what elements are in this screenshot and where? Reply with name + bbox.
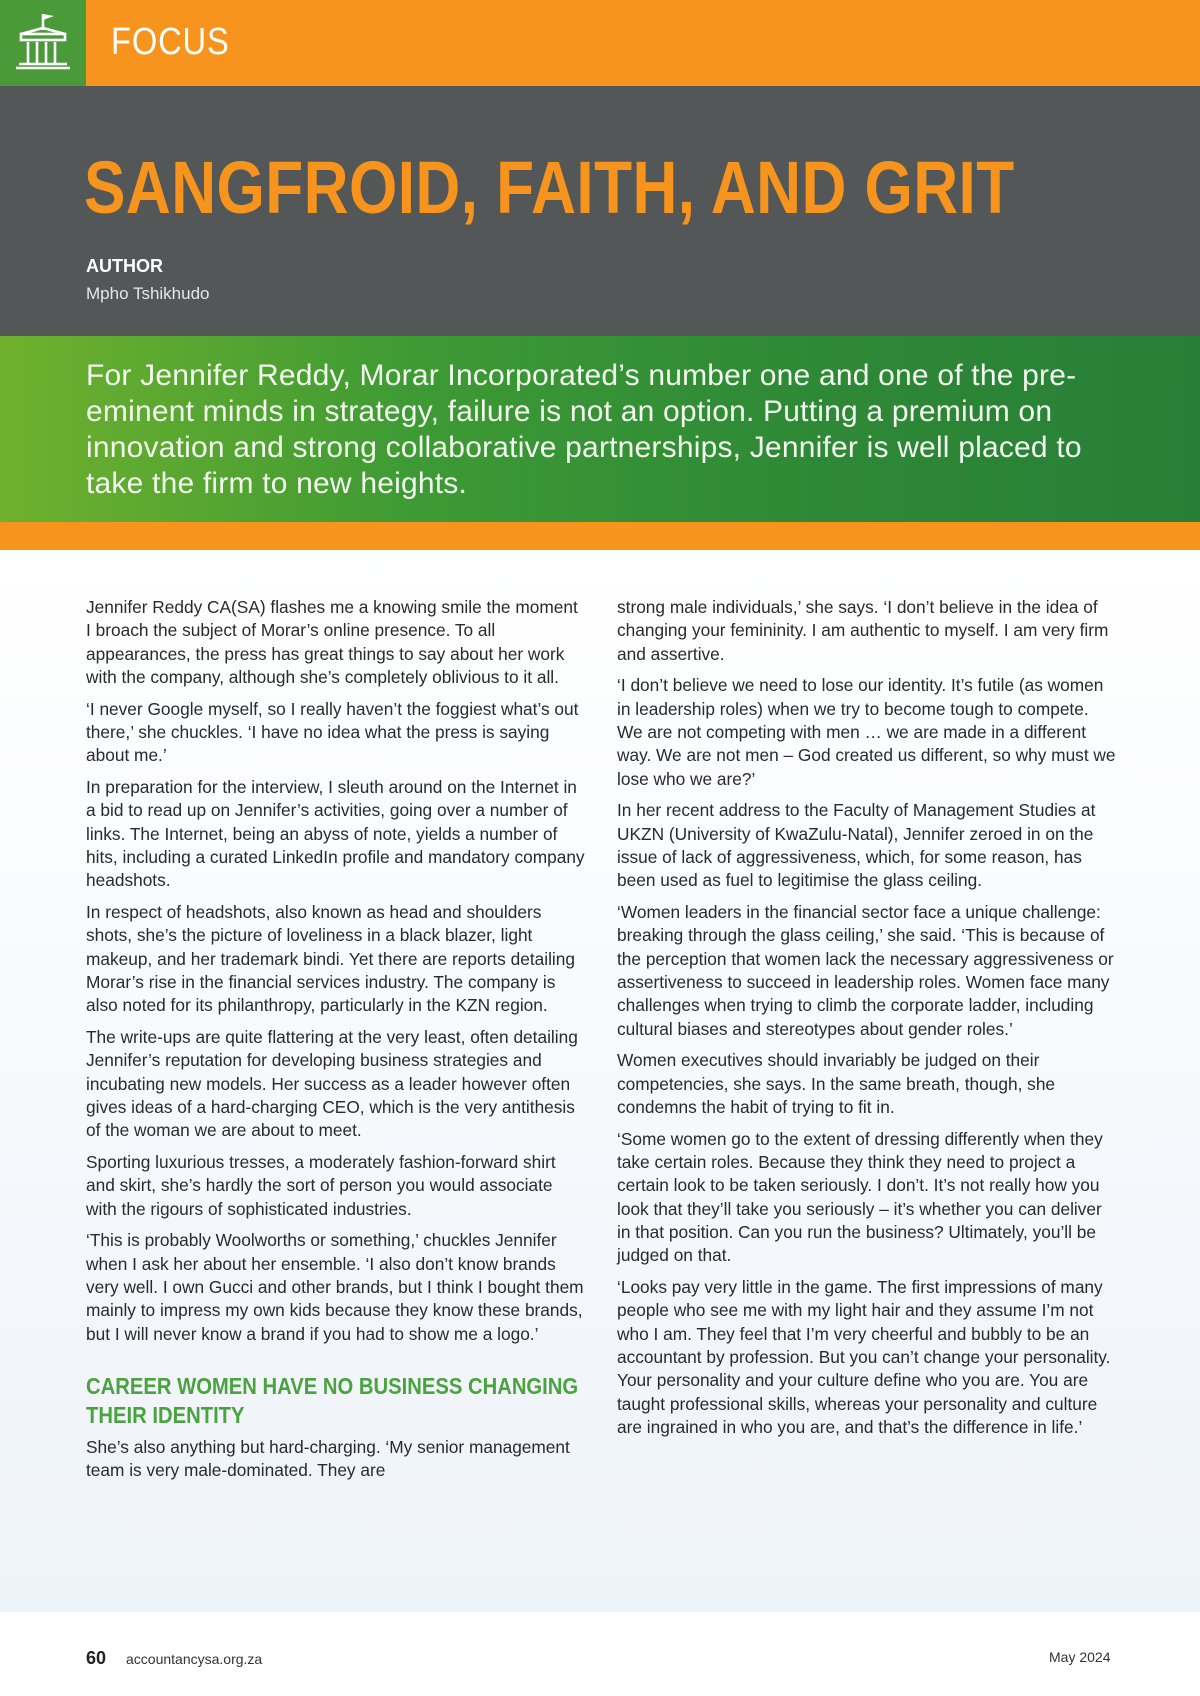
body-paragraph: Women executives should invariably be judged on their competencies, she says. In the same breath, though, she condemns the habit of trying to fit in. <box>617 1050 1056 1117</box>
subheading: CAREER WOMEN HAVE NO BUSINESS CHANGING THEIR IDENTITY <box>86 1372 579 1428</box>
standfirst-text: For Jennifer Reddy, Morar Incorporated’s number one and one of the pre-eminent minds in strategy, failure is not an option. Putting a premium on innovation and strong collaborative partnerships, Jennifer is well placed to take the firm to new heights. <box>86 359 1082 500</box>
body-paragraph: ‘Women leaders in the financial sector face a unique challenge: breaking through the glass ceiling,’ she said. ‘This is because of the perception that women lack the necessary aggressiveness or assertiveness to succeed in leadership roles. Women face many challenges when trying to climb the corporate ladder, including cultural biases and stereotypes about gender roles.’ <box>617 902 1114 1039</box>
right-column <box>617 596 1117 1448</box>
section-header-bar <box>0 0 1200 86</box>
left-column <box>86 596 586 1491</box>
body-paragraph: ‘I never Google myself, so I really haven’t the foggiest what’s out there,’ she chuckles. ‘I have no idea what the press is saying about me.’ <box>86 698 579 766</box>
body-paragraph: The write-ups are quite flattering at the very least, often detailing Jennifer’s reputation for developing business strategies and incubating new models. Her success as a leader however often gives ideas of a hard-charging CEO, which is the very antithesis of the woman we are about to meet. <box>86 1027 578 1141</box>
standfirst-band <box>0 336 1200 522</box>
issue-date: May 2024 <box>1049 1649 1111 1665</box>
body-paragraph: ‘Some women go to the extent of dressing differently when they take certain roles. Because they think they need to project a certain look to be taken seriously. I don’t. It’s not really how you look that they’ll take you seriously – it’s whether you can deliver in that position. Can you run the business? Ultimately, you’ll be judged on that. <box>617 1128 1103 1266</box>
body-paragraph: Sporting luxurious tresses, a moderately fashion-forward shirt and skirt, she’s hardly the sort of person you would associate with the rigours of sophisticated industries. <box>86 1152 556 1219</box>
page-footer <box>0 1612 1200 1696</box>
orange-divider-strip <box>0 522 1200 550</box>
article-title: SANGFROID, FAITH, AND GRIT <box>84 146 1015 229</box>
body-paragraph: ‘I don’t believe we need to lose our identity. It’s futile (as women in leadership roles) when we try to become tough to compete. We are not competing with men … we are made in a different way. We are not men – God created us different, so why must we lose who we are?’ <box>617 675 1116 789</box>
section-icon-box <box>0 0 86 86</box>
body-paragraph: She’s also anything but hard-charging. ‘My senior management team is very male-dominated. They are <box>86 1436 570 1481</box>
body-paragraph: ‘This is probably Woolworths or something,’ chuckles Jennifer when I ask her about her ensemble. ‘I also don’t know brands very well. I own Gucci and other brands, but I think I bought them mainly to impress my own kids because they know these brands, but I will never know a brand if you had to show me a logo.’ <box>86 1230 584 1344</box>
author-label: AUTHOR <box>86 256 163 276</box>
body-paragraph: strong male individuals,’ she says. ‘I don’t believe in the idea of changing your femininity. I am authentic to myself. I am very firm and assertive. <box>617 597 1109 664</box>
body-paragraph: Jennifer Reddy CA(SA) flashes me a knowing smile the moment I broach the subject of Morar’s online presence. To all appearances, the press has great things to say about her work with the company, although she’s completely oblivious to it all. <box>86 597 578 687</box>
page-number: 60 <box>86 1648 107 1668</box>
building-flag-icon <box>10 10 76 76</box>
body-paragraph: In her recent address to the Faculty of Management Studies at UKZN (University of KwaZulu-Natal), Jennifer zeroed in on the issue of lack of aggressiveness, which, for some reason, has been used as fuel to legitimise the glass ceiling. <box>617 800 1096 891</box>
title-band <box>0 86 1200 336</box>
section-label: FOCUS <box>111 21 230 63</box>
body-paragraph: In respect of headshots, also known as head and shoulders shots, she’s the picture of loveliness in a black blazer, light makeup, and her trademark bindi. Yet there are reports detailing Morar’s rise in the financial services industry. The company is also noted for its philanthropy, particularly in the KZN region. <box>86 902 575 1016</box>
author-name: Mpho Tshikhudo <box>86 284 210 303</box>
article-body <box>0 550 1200 1612</box>
body-paragraph: ‘Looks pay very little in the game. The first impressions of many people who see me with my light hair and they assume I’m not who I am. They feel that I’m very cheerful and bubbly to be an accountant by profession. But you can’t change your personality. Your personality and your culture define who you are. You are taught professional skills, whereas your personality and culture are ingrained in who you are, and that’s the difference in life.’ <box>617 1277 1111 1437</box>
website-link: accountancysa.org.za <box>126 1651 263 1667</box>
body-paragraph: In preparation for the interview, I sleuth around on the Internet in a bid to read up on Jennifer’s activities, going over a number of links. The Internet, being an abyss of note, yields a number of hits, including a curated LinkedIn profile and mandatory company headshots. <box>86 777 585 891</box>
